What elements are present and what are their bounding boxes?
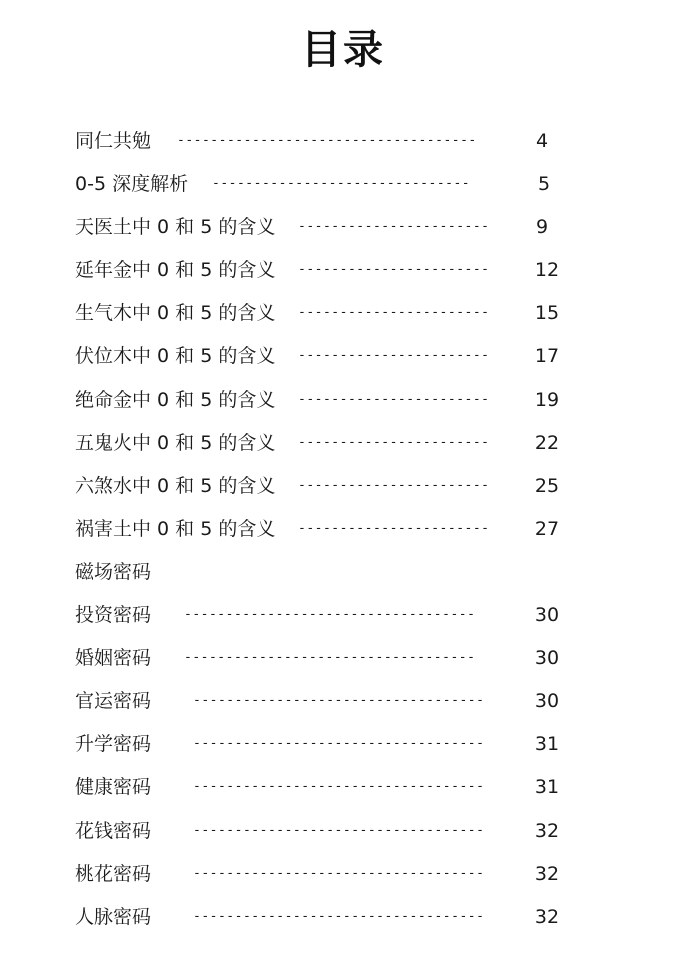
page-title: 目录 [301,27,385,73]
toc-entry[interactable] [0,422,686,465]
toc-entry-leader: ----------------------------------- [193,865,485,881]
toc-entry-label: 婚姻密码 [75,647,152,670]
toc-entry-label: 健康密码 [75,776,152,799]
toc-entry-label: 0-5 深度解析 [75,173,189,196]
toc-entry-leader: ------------------------------- [212,176,471,192]
toc-entry-label: 祸害土中 0 和 5 的含义 [75,517,276,540]
toc-entry[interactable] [0,163,686,206]
toc-entry[interactable] [0,249,686,292]
toc-entry-leader: ----------------------------------- [193,779,485,795]
toc-entry[interactable] [0,508,686,551]
toc-entry-label: 伏位木中 0 和 5 的含义 [75,345,276,368]
toc-entry-leader: ----------------------------------- [193,908,485,924]
toc-entry-page: 30 [534,690,560,713]
toc-entry-page: 30 [534,647,560,670]
toc-entry-page: 30 [534,604,560,627]
toc-entry-leader: ----------------------- [298,434,490,450]
toc-entry-page: 9 [535,216,549,239]
toc-entry[interactable] [0,594,686,637]
toc-entry-page: 32 [534,819,560,842]
toc-section-label: 磁场密码 [75,560,152,583]
toc-entry-leader: ----------------------------------- [184,607,476,623]
toc-entry[interactable] [0,853,686,896]
toc-entry[interactable] [0,896,686,939]
toc-entry-leader: ------------------------------------ [177,133,477,148]
toc-entry[interactable] [0,810,686,853]
toc-entry-page: 4 [535,130,549,152]
toc-entry-page: 25 [534,474,560,497]
toc-entry-label: 花钱密码 [75,819,152,842]
toc-entry-leader: ----------------------------------- [193,693,485,709]
toc-entry-leader: ----------------------------------- [193,736,485,752]
toc-entry-label: 人脉密码 [75,905,152,928]
toc-entry-label: 投资密码 [75,604,152,627]
toc-entry-page: 5 [537,173,551,196]
toc-entry-leader: ----------------------- [298,477,490,493]
toc-entry-label: 同仁共勉 [75,130,152,152]
toc-entry-page: 31 [534,776,560,799]
toc-entry-page: 17 [534,345,560,368]
toc-entry-leader: ----------------------------------- [184,650,476,666]
toc-entry[interactable] [0,766,686,809]
toc-entry-label: 绝命金中 0 和 5 的含义 [75,388,276,411]
toc-entry-label: 升学密码 [75,733,152,756]
toc-entry-leader: ----------------------------------- [193,822,485,838]
toc-entry-page: 15 [534,302,560,325]
toc-entry[interactable] [0,379,686,422]
toc-entry[interactable] [0,292,686,335]
toc-entry-leader: ----------------------- [298,348,490,364]
toc-entry-label: 延年金中 0 和 5 的含义 [75,259,276,282]
toc-entry-leader: ----------------------- [298,262,490,278]
toc-entry-label: 生气木中 0 和 5 的含义 [75,302,276,325]
toc-entry[interactable] [0,335,686,378]
toc-entry-page: 31 [534,733,560,756]
toc-entry-leader: ----------------------- [298,305,490,321]
toc-entry-leader: ----------------------- [298,391,490,407]
toc-entry[interactable] [0,206,686,249]
toc-entry-page: 12 [534,259,560,282]
toc-entry-label: 天医土中 0 和 5 的含义 [75,216,276,239]
toc-list [0,120,686,939]
toc-entry[interactable] [0,465,686,508]
toc-entry-label: 官运密码 [75,690,152,713]
toc-entry[interactable] [0,120,686,163]
toc-entry-leader: ----------------------- [298,520,490,536]
toc-entry-label: 桃花密码 [75,862,152,885]
toc-entry-label: 五鬼火中 0 和 5 的含义 [75,431,276,454]
toc-entry-leader: ----------------------- [298,219,490,235]
toc-section-heading[interactable] [0,551,686,594]
toc-entry-page: 32 [534,862,560,885]
toc-entry-page: 27 [534,517,560,540]
toc-entry[interactable] [0,637,686,680]
toc-entry[interactable] [0,680,686,723]
toc-entry-page: 22 [534,431,560,454]
toc-entry-page: 32 [534,905,560,928]
toc-entry-label: 六煞水中 0 和 5 的含义 [75,474,276,497]
toc-entry[interactable] [0,723,686,766]
toc-entry-page: 19 [534,388,560,411]
